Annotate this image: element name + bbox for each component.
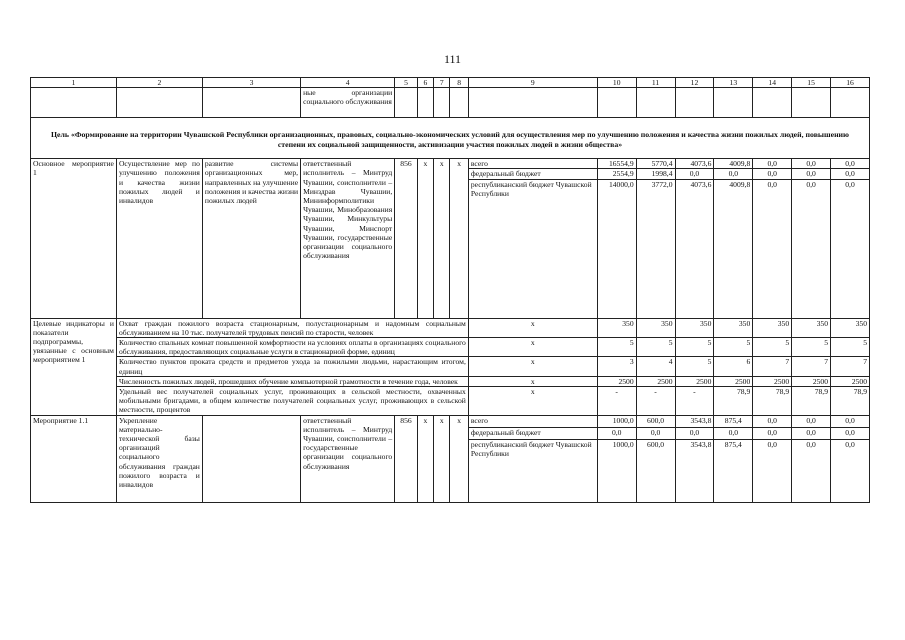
col-header: 9: [468, 78, 597, 88]
activity-name: Основное мероприятие 1: [31, 159, 117, 318]
activity-executor: ответственный исполнитель – Минтруд Чувашии, соисполнители – Минздрав Чувашии, Мининформполитики Чувашии, Минобразования Чувашии, Минкультуры Чувашии, Минспорт Чувашии, государственные организации социального обслуживания: [301, 159, 395, 318]
col-header: 11: [636, 78, 675, 88]
indicator-code: x: [468, 318, 597, 337]
value-cell: 0,0: [792, 179, 831, 318]
col-header: 3: [202, 78, 300, 88]
value-cell: 0,0: [831, 427, 870, 439]
col-header: 13: [714, 78, 753, 88]
value-cell: 5: [792, 338, 831, 357]
activity-description: Осуществление мер по улучшению положения и качества жизни пожилых людей и инвалидов: [116, 159, 202, 318]
funding-source: всего: [468, 415, 597, 427]
value-cell: 0,0: [753, 439, 792, 502]
indicators-label: Целевые индикаторы и показатели подпрограммы, увязанные с основным мероприятием 1: [31, 318, 117, 415]
value-cell: 350: [792, 318, 831, 337]
value-cell: 0,0: [714, 427, 753, 439]
value-cell: 5: [675, 357, 714, 376]
value-cell: 0,0: [831, 179, 870, 318]
value-cell: 2500: [597, 376, 636, 386]
value-cell: 2500: [792, 376, 831, 386]
indicator-text: Охват граждан пожилого возраста стационарным, полустационарным и надомным социальным обслуживанием на 10 тыс. получателей трудовых пенсий по старости, человек: [116, 318, 468, 337]
value-cell: -: [597, 387, 636, 416]
value-cell: 78,9: [792, 387, 831, 416]
value-cell: 875,4: [714, 415, 753, 427]
indicator-text: Удельный вес получателей социальных услуг, проживающих в сельской местности, охваченных мобильными бригадами, в общем количестве получателей социальных услуг, проживающих в сельской местности, процентов: [116, 387, 468, 416]
value-cell: 0,0: [792, 427, 831, 439]
col-header: 12: [675, 78, 714, 88]
value-cell: 0,0: [831, 415, 870, 427]
activity-executor: ответственный исполнитель – Минтруд Чувашии, соисполнители – государственные организации социального обслуживания: [301, 415, 395, 502]
code-cell: x: [417, 159, 433, 318]
indicator-code: x: [468, 376, 597, 386]
value-cell: 5: [753, 338, 792, 357]
page-number: 111: [443, 52, 462, 66]
continuation-text: ные организации социального обслуживания: [301, 88, 395, 118]
col-header: 7: [434, 78, 450, 88]
value-cell: 2500: [714, 376, 753, 386]
value-cell: 2500: [831, 376, 870, 386]
value-cell: 7: [753, 357, 792, 376]
funding-source: республиканский бюджет Чувашской Республики: [468, 439, 597, 502]
value-cell: 78,9: [753, 387, 792, 416]
value-cell: 4073,6: [675, 179, 714, 318]
activity-name: Мероприятие 1.1: [31, 415, 117, 502]
indicator-text: Количество пунктов проката средств и предметов ухода за пожилыми людьми, нарастающим итогом, единиц: [116, 357, 468, 376]
grbs-code: 856: [395, 415, 418, 502]
col-header: 6: [417, 78, 433, 88]
continuation-row: [31, 88, 870, 118]
value-cell: 0,0: [831, 169, 870, 179]
value-cell: 0,0: [675, 427, 714, 439]
indicator-row: [31, 387, 870, 416]
value-cell: -: [675, 387, 714, 416]
activity-result: [202, 415, 300, 502]
column-number-row: [31, 78, 870, 88]
value-cell: 7: [792, 357, 831, 376]
value-cell: 350: [636, 318, 675, 337]
indicator-row: [31, 357, 870, 376]
value-cell: 0,0: [714, 169, 753, 179]
value-cell: 0,0: [675, 169, 714, 179]
value-cell: 0,0: [753, 415, 792, 427]
value-cell: -: [636, 387, 675, 416]
indicator-row: [31, 376, 870, 386]
value-cell: 4009,8: [714, 179, 753, 318]
activity-description: Укрепление материально-технической базы организаций социального обслуживания граждан пожилого возраста и инвалидов: [116, 415, 202, 502]
value-cell: 78,9: [714, 387, 753, 416]
value-cell: 0,0: [597, 427, 636, 439]
code-cell: x: [450, 415, 468, 502]
col-header: 16: [831, 78, 870, 88]
value-cell: 5770,4: [636, 159, 675, 169]
value-cell: 350: [675, 318, 714, 337]
value-cell: 1000,0: [597, 415, 636, 427]
value-cell: 2500: [636, 376, 675, 386]
value-cell: 875,4: [714, 439, 753, 502]
value-cell: 7: [831, 357, 870, 376]
goal-row: [31, 118, 870, 159]
value-cell: 5: [714, 338, 753, 357]
value-cell: 14000,0: [597, 179, 636, 318]
value-cell: 2500: [675, 376, 714, 386]
program-table: [30, 77, 870, 503]
main-activity-1-row: [31, 159, 870, 169]
value-cell: 0,0: [636, 427, 675, 439]
col-header: 10: [597, 78, 636, 88]
value-cell: 0,0: [831, 439, 870, 502]
value-cell: 0,0: [753, 427, 792, 439]
activity-result: развитие системы организационных мер, направленных на улучшение положения и качества жизни пожилых людей: [202, 159, 300, 318]
value-cell: 1998,4: [636, 169, 675, 179]
indicator-text: Количество спальных комнат повышенной комфортности на условиях оплаты в организациях социального обслуживания, предоставляющих социальные услуги в стационарной форме, единиц: [116, 338, 468, 357]
value-cell: 5: [675, 338, 714, 357]
value-cell: 350: [714, 318, 753, 337]
value-cell: 350: [753, 318, 792, 337]
value-cell: 600,0: [636, 439, 675, 502]
value-cell: 0,0: [753, 179, 792, 318]
code-cell: x: [450, 159, 468, 318]
value-cell: 2554,9: [597, 169, 636, 179]
value-cell: 16554,9: [597, 159, 636, 169]
value-cell: 6: [714, 357, 753, 376]
col-header: 4: [301, 78, 395, 88]
indicator-code: x: [468, 387, 597, 416]
funding-source: всего: [468, 159, 597, 169]
indicator-text: Численность пожилых людей, прошедших обучение компьютерной грамотности в течение года, человек: [116, 376, 468, 386]
value-cell: 0,0: [753, 169, 792, 179]
indicator-code: x: [468, 338, 597, 357]
col-header: 15: [792, 78, 831, 88]
goal-text: Цель «Формирование на территории Чувашской Республики организационных, правовых, социально-экономических условий для осуществления мер по улучшению положения и качества жизни пожилых людей, повышению степени их социальной защищенности, активизации участия пожилых людей в жизни общества»: [31, 118, 870, 159]
value-cell: 3772,0: [636, 179, 675, 318]
value-cell: 4073,6: [675, 159, 714, 169]
value-cell: 0,0: [792, 439, 831, 502]
value-cell: 350: [597, 318, 636, 337]
activity-1-1-row: [31, 415, 870, 427]
value-cell: 0,0: [792, 415, 831, 427]
value-cell: 3543,8: [675, 415, 714, 427]
value-cell: 5: [831, 338, 870, 357]
value-cell: 78,9: [831, 387, 870, 416]
value-cell: 5: [597, 338, 636, 357]
value-cell: 1000,0: [597, 439, 636, 502]
col-header: 5: [395, 78, 418, 88]
indicator-code: x: [468, 357, 597, 376]
value-cell: 600,0: [636, 415, 675, 427]
funding-source: республиканский бюджет Чувашской Республики: [468, 179, 597, 318]
value-cell: 0,0: [753, 159, 792, 169]
funding-source: федеральный бюджет: [468, 427, 597, 439]
value-cell: 4009,8: [714, 159, 753, 169]
col-header: 14: [753, 78, 792, 88]
code-cell: x: [434, 159, 450, 318]
grbs-code: 856: [395, 159, 418, 318]
value-cell: 4: [636, 357, 675, 376]
col-header: 8: [450, 78, 468, 88]
value-cell: 2500: [753, 376, 792, 386]
value-cell: 3: [597, 357, 636, 376]
value-cell: 3543,8: [675, 439, 714, 502]
col-header: 1: [31, 78, 117, 88]
code-cell: x: [434, 415, 450, 502]
code-cell: x: [417, 415, 433, 502]
col-header: 2: [116, 78, 202, 88]
indicator-row: [31, 318, 870, 337]
value-cell: 0,0: [831, 159, 870, 169]
funding-source: федеральный бюджет: [468, 169, 597, 179]
indicator-row: [31, 338, 870, 357]
value-cell: 0,0: [792, 169, 831, 179]
value-cell: 350: [831, 318, 870, 337]
value-cell: 5: [636, 338, 675, 357]
value-cell: 0,0: [792, 159, 831, 169]
